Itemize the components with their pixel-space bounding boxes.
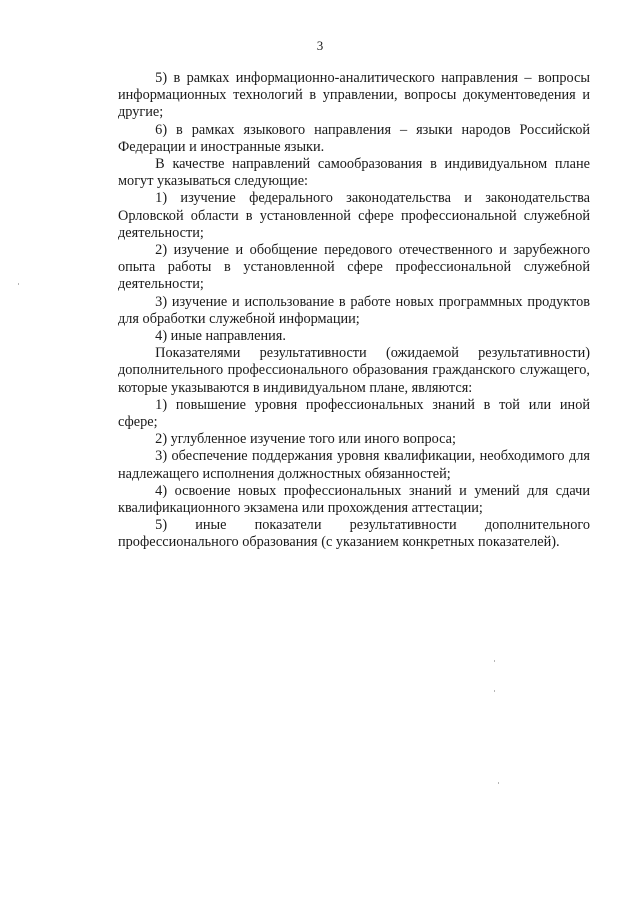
paragraph-item-6-languages: 6) в рамках языкового направления – языки народов Российской Федерации и иностранные языки. [118, 121, 590, 155]
paragraph-self-education-intro: В качестве направлений самообразования в индивидуальном плане могут указываться следующие: [118, 156, 590, 190]
scan-speck [494, 660, 495, 662]
paragraph-indicator-2: 2) углубленное изучение того или иного вопроса; [155, 431, 456, 448]
paragraph-indicator-4: 4) освоение новых профессиональных знаний и умений для сдачи квалификационного экзамена или прохождения аттестации; [118, 482, 590, 517]
paragraph-self-education-3: 3) изучение и использование в работе новых программных продуктов для обработки служебной информации; [118, 293, 590, 327]
paragraph-self-education-1: 1) изучение федерального законодательства и законодательства Орловской области в установленной сфере профессиональной служебной деятельности; [118, 190, 590, 241]
paragraph-item-5-analytics: 5) в рамках информационно-аналитического направления – вопросы информационных технологий в управлении, вопросы документоведения и другие; [118, 70, 590, 121]
paragraph-indicators-intro: Показателями результативности (ожидаемой результативности) дополнительного профессионального образования гражданского служащего, которые указываются в индивидуальном плане, являются: [118, 345, 590, 396]
paragraph-indicator-3: 3) обеспечение поддержания уровня квалификации, необходимого для надлежащего исполнения должностных обязанностей; [118, 448, 590, 482]
scan-speck [498, 782, 499, 784]
paragraph-self-education-2: 2) изучение и обобщение передового отечественного и зарубежного опыта работы в установленной сфере профессиональной служебной деятельности; [118, 242, 590, 293]
document-body [118, 70, 590, 552]
scan-speck [494, 690, 495, 692]
paragraph-indicator-1: 1) повышение уровня профессиональных знаний в той или иной сфере; [118, 396, 590, 431]
scan-speck [18, 283, 19, 285]
paragraph-self-education-4: 4) иные направления. [155, 328, 286, 345]
page-number: 3 [316, 38, 324, 53]
paragraph-indicator-5: 5) иные показатели результативности дополнительного профессионального образования (с указанием конкретных показателей). [118, 517, 590, 551]
